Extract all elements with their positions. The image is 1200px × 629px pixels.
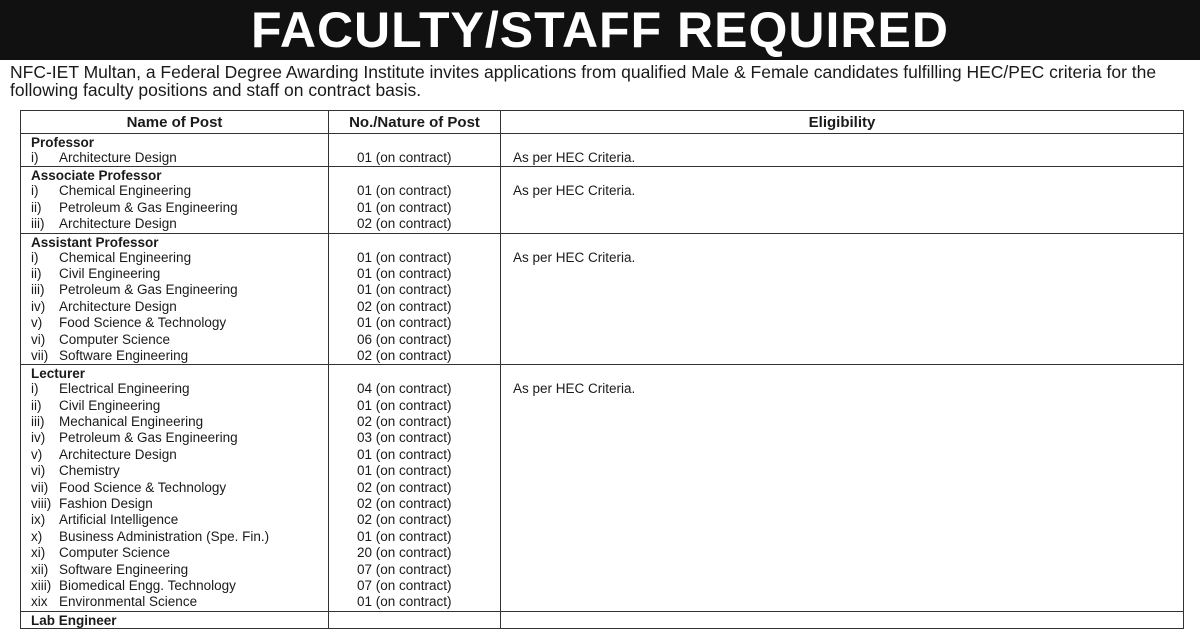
post-nature-cell <box>329 365 501 611</box>
eligibility-text: As per HEC Criteria. <box>513 183 636 199</box>
post-name: Chemical Engineering <box>59 249 192 265</box>
post-name: Architecture Design <box>59 298 177 314</box>
post-nature: 02 (on contract) <box>357 216 452 232</box>
post-number: viii) <box>31 496 52 512</box>
group-title: Assistant Professor <box>31 234 159 250</box>
post-name: Petroleum & Gas Engineering <box>59 199 238 215</box>
post-number: i) <box>31 381 39 397</box>
post-name: Civil Engineering <box>59 397 161 413</box>
post-number: i) <box>31 150 39 165</box>
post-nature: 02 (on contract) <box>357 479 452 495</box>
post-nature: 02 (on contract) <box>357 298 452 314</box>
eligibility-cell <box>501 134 1184 167</box>
post-item <box>21 332 328 348</box>
post-nature-cell <box>329 611 501 628</box>
post-name: Electrical Engineering <box>59 381 190 397</box>
post-number: xiii) <box>31 578 52 593</box>
post-number: xi) <box>31 545 46 561</box>
header-name-of-post: Name of Post <box>21 111 329 134</box>
post-nature: 01 (on contract) <box>357 249 452 265</box>
post-item <box>21 463 328 479</box>
post-number: xix <box>31 594 48 610</box>
group-title: Lab Engineer <box>31 612 117 628</box>
post-item <box>21 398 328 414</box>
table-body <box>21 134 1184 629</box>
post-number: vi) <box>31 331 46 347</box>
post-number: i) <box>31 183 39 199</box>
eligibility-cell <box>501 167 1184 233</box>
post-number: iv) <box>31 430 46 446</box>
post-item <box>21 562 328 578</box>
table-row <box>21 134 1184 167</box>
header-nature-of-post: No./Nature of Post <box>329 111 501 134</box>
post-name: Chemistry <box>59 463 120 479</box>
post-nature: 03 (on contract) <box>357 430 452 446</box>
post-name: Food Science & Technology <box>59 479 227 495</box>
eligibility-cell <box>501 233 1184 365</box>
post-name: Software Engineering <box>59 347 189 363</box>
post-nature: 01 (on contract) <box>357 282 452 298</box>
header-eligibility: Eligibility <box>501 111 1184 134</box>
post-name: Architecture Design <box>59 216 177 232</box>
post-name: Chemical Engineering <box>59 183 192 199</box>
post-number: xii) <box>31 561 49 577</box>
post-nature: 06 (on contract) <box>357 331 452 347</box>
post-nature: 01 (on contract) <box>357 446 452 462</box>
post-name-cell <box>21 365 329 611</box>
group-title: Associate Professor <box>31 168 162 184</box>
post-number: vi) <box>31 463 46 479</box>
post-nature: 01 (on contract) <box>357 315 452 331</box>
group-title: Professor <box>31 135 95 150</box>
post-name: Architecture Design <box>59 150 177 165</box>
post-name: Fashion Design <box>59 496 153 512</box>
post-item <box>21 512 328 528</box>
post-number: i) <box>31 249 39 265</box>
post-number: iii) <box>31 282 45 298</box>
post-number: iii) <box>31 216 45 232</box>
post-item <box>21 414 328 430</box>
post-nature: 02 (on contract) <box>357 414 452 430</box>
post-item <box>21 480 328 496</box>
table-row <box>21 611 1184 628</box>
post-nature: 02 (on contract) <box>357 347 452 363</box>
post-nature: 01 (on contract) <box>357 463 452 479</box>
post-nature: 02 (on contract) <box>357 512 452 528</box>
post-item <box>21 315 328 331</box>
post-name: Biomedical Engg. Technology <box>59 578 236 593</box>
post-name: Environmental Science <box>59 594 198 610</box>
post-item <box>21 250 328 266</box>
post-item <box>21 578 328 594</box>
post-item <box>21 183 328 199</box>
post-item <box>21 299 328 315</box>
banner-title: FACULTY/STAFF REQUIRED <box>251 2 949 58</box>
post-nature-cell <box>329 233 501 365</box>
post-name: Civil Engineering <box>59 265 161 281</box>
post-number: ix) <box>31 512 46 528</box>
post-item <box>21 266 328 282</box>
post-item <box>21 282 328 298</box>
post-nature: 01 (on contract) <box>357 265 452 281</box>
post-number: x) <box>31 528 43 544</box>
post-name: Business Administration (Spe. Fin.) <box>59 528 270 544</box>
table-row <box>21 365 1184 611</box>
post-name: Artificial Intelligence <box>59 512 179 528</box>
post-item <box>21 545 328 561</box>
post-name: Petroleum & Gas Engineering <box>59 430 238 446</box>
post-name-cell <box>21 611 329 628</box>
post-item <box>21 150 328 166</box>
post-item <box>21 447 328 463</box>
post-item <box>21 529 328 545</box>
post-name: Food Science & Technology <box>59 315 227 331</box>
table-row <box>21 233 1184 365</box>
post-nature: 07 (on contract) <box>357 578 452 593</box>
ad-banner <box>0 0 1200 60</box>
post-nature-cell <box>329 167 501 233</box>
positions-table <box>20 110 1184 629</box>
post-number: v) <box>31 446 43 462</box>
post-name: Computer Science <box>59 331 171 347</box>
post-number: ii) <box>31 199 42 215</box>
post-number: iii) <box>31 414 45 430</box>
post-nature: 01 (on contract) <box>357 199 452 215</box>
table-header-row <box>21 111 1184 134</box>
intro-paragraph: NFC-IET Multan, a Federal Degree Awarding Institute invites applications from qualified Male & Female candidates fulfilling HEC/PEC criteria for the following faculty positions and staff on contract basis. <box>10 62 1157 100</box>
post-nature: 04 (on contract) <box>357 381 452 397</box>
post-nature: 01 (on contract) <box>357 397 452 413</box>
post-item <box>21 200 328 216</box>
post-name: Software Engineering <box>59 561 189 577</box>
post-number: vii) <box>31 479 49 495</box>
eligibility-text: As per HEC Criteria. <box>513 381 636 397</box>
post-nature: 01 (on contract) <box>357 150 452 165</box>
post-name: Computer Science <box>59 545 171 561</box>
post-item <box>21 594 328 610</box>
eligibility-text: As per HEC Criteria. <box>513 249 636 265</box>
post-nature: 01 (on contract) <box>357 183 452 199</box>
post-item <box>21 381 328 397</box>
post-name: Mechanical Engineering <box>59 414 204 430</box>
eligibility-text: As per HEC Criteria. <box>513 150 636 165</box>
post-name-cell <box>21 167 329 233</box>
eligibility-cell <box>501 611 1184 628</box>
post-item <box>21 216 328 232</box>
post-item <box>21 348 328 364</box>
post-number: vii) <box>31 347 49 363</box>
post-nature: 20 (on contract) <box>357 545 452 561</box>
post-item <box>21 430 328 446</box>
post-nature: 07 (on contract) <box>357 561 452 577</box>
group-title: Lecturer <box>31 366 86 382</box>
post-name-cell <box>21 233 329 365</box>
post-name-cell <box>21 134 329 167</box>
post-nature: 02 (on contract) <box>357 496 452 512</box>
post-item <box>21 496 328 512</box>
post-number: iv) <box>31 298 46 314</box>
post-nature: 01 (on contract) <box>357 594 452 610</box>
post-nature-cell <box>329 134 501 167</box>
post-nature: 01 (on contract) <box>357 528 452 544</box>
eligibility-cell <box>501 365 1184 611</box>
post-number: ii) <box>31 265 42 281</box>
table-row <box>21 167 1184 233</box>
post-name: Petroleum & Gas Engineering <box>59 282 238 298</box>
post-name: Architecture Design <box>59 446 177 462</box>
post-number: v) <box>31 315 43 331</box>
post-number: ii) <box>31 397 42 413</box>
